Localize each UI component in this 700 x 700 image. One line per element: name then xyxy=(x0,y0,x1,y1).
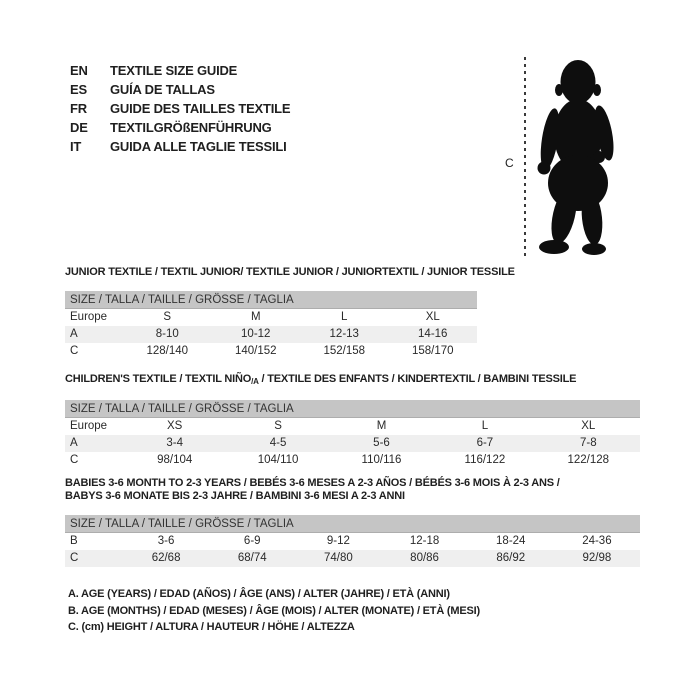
height-measure-label: C xyxy=(505,156,514,170)
children-table-title xyxy=(65,373,640,388)
language-label: GUIDE DES TAILLES TEXTILE xyxy=(110,101,291,116)
language-row-it xyxy=(70,137,290,156)
table-cell: S xyxy=(274,420,282,432)
title-subscript: /A xyxy=(251,377,259,386)
children-table-header: SIZE / TALLA / TAILLE / GRÖSSE / TAGLIA xyxy=(65,400,640,418)
table-row xyxy=(65,418,640,435)
table-cell: XL xyxy=(425,311,440,323)
row-label: A xyxy=(70,437,78,449)
table-cell: 98/104 xyxy=(157,454,193,466)
title-text: CHILDREN'S TEXTILE / TEXTIL NIÑO xyxy=(65,373,252,385)
table-row xyxy=(65,435,640,452)
language-code: EN xyxy=(70,63,88,78)
table-cell: 158/170 xyxy=(411,345,454,357)
table-cell: 86/92 xyxy=(496,552,526,564)
row-label: Europe xyxy=(70,420,108,432)
table-cell: 110/116 xyxy=(361,454,402,466)
table-cell: 68/74 xyxy=(237,552,267,564)
junior-table-header: SIZE / TALLA / TAILLE / GRÖSSE / TAGLIA xyxy=(65,291,477,309)
row-label: C xyxy=(70,345,79,357)
baby-silhouette xyxy=(533,57,621,257)
babies-table-title-line1: BABIES 3-6 MONTH TO 2-3 YEARS / BEBÉS 3-6 MESES A 2-3 AÑOS / BÉBÉS 3-6 MOIS À 2-3 ANS / xyxy=(65,477,560,489)
table-cell: 5-6 xyxy=(373,437,390,449)
babies-table-grid xyxy=(65,533,640,567)
table-cell: L xyxy=(341,311,348,323)
babies-table-title-line2: BABYS 3-6 MONATE BIS 2-3 JAHRE / BAMBINI 3-6 MESI A 2-3 ANNI xyxy=(65,490,405,502)
table-cell: S xyxy=(163,311,172,323)
row-label: Europe xyxy=(70,311,108,323)
table-cell: 18-24 xyxy=(496,535,526,547)
table-cell: 152/158 xyxy=(323,345,366,357)
junior-table-grid xyxy=(65,309,477,360)
row-label: C xyxy=(70,454,79,466)
table-row xyxy=(65,343,477,360)
children-table-grid xyxy=(65,418,640,469)
footnotes xyxy=(68,586,480,636)
table-cell: 7-8 xyxy=(579,437,597,449)
junior-table-section xyxy=(65,266,515,360)
language-row-de xyxy=(70,118,290,137)
table-cell: 4-5 xyxy=(269,437,287,449)
table-cell: XL xyxy=(581,420,596,432)
language-label: TEXTILGRÖßENFÜHRUNG xyxy=(110,120,272,135)
row-label: C xyxy=(70,552,79,564)
babies-table-header: SIZE / TALLA / TAILLE / GRÖSSE / TAGLIA xyxy=(65,515,640,533)
table-row xyxy=(65,550,640,567)
table-row xyxy=(65,452,640,469)
table-cell: 24-36 xyxy=(582,535,612,547)
table-cell: 62/68 xyxy=(151,552,181,564)
babies-table-section xyxy=(65,477,640,567)
language-label: GUIDA ALLE TAGLIE TESSILI xyxy=(110,139,287,154)
table-cell: 3-6 xyxy=(157,535,175,547)
language-label: GUÍA DE TALLAS xyxy=(110,82,215,97)
table-cell: M xyxy=(376,420,387,432)
language-label: TEXTILE SIZE GUIDE xyxy=(110,63,238,78)
table-cell: 6-9 xyxy=(243,535,261,547)
footnote-c: C. (cm) HEIGHT / ALTURA / HAUTEUR / HÖHE / ALTEZZA xyxy=(68,621,355,633)
table-cell: 14-16 xyxy=(418,328,448,340)
table-cell: 116/122 xyxy=(464,454,506,466)
table-cell: 10-12 xyxy=(241,328,271,340)
junior-table-title: JUNIOR TEXTILE / TEXTIL JUNIOR/ TEXTILE JUNIOR / JUNIORTEXTIL / JUNIOR TESSILE xyxy=(65,266,515,278)
table-cell: 12-18 xyxy=(409,535,440,547)
table-cell: 92/98 xyxy=(582,552,612,564)
footnote-b: B. AGE (MONTHS) / EDAD (MESES) / ÂGE (MOIS) / ALTER (MONATE) / ETÀ (MESI) xyxy=(68,604,480,617)
table-cell: 12-13 xyxy=(329,328,359,340)
table-cell: M xyxy=(250,311,261,323)
language-row-es xyxy=(70,80,290,99)
table-cell: 8-10 xyxy=(155,328,179,340)
height-measure-dashed-line xyxy=(524,57,526,260)
language-code: DE xyxy=(70,120,88,135)
table-cell: L xyxy=(481,420,489,432)
footnote-a: A. AGE (YEARS) / EDAD (AÑOS) / ÂGE (ANS) / ALTER (JAHRE) / ETÀ (ANNI) xyxy=(68,588,450,600)
language-list xyxy=(70,61,290,156)
table-cell: 9-12 xyxy=(326,535,350,547)
table-cell: 6-7 xyxy=(476,437,494,449)
table-row xyxy=(65,309,477,326)
table-cell: 128/140 xyxy=(146,345,189,357)
language-code: ES xyxy=(70,82,87,97)
children-table-section xyxy=(65,373,640,469)
table-cell: 122/128 xyxy=(567,454,610,466)
table-row xyxy=(65,533,640,550)
table-cell: 3-4 xyxy=(166,437,183,449)
table-cell: 104/110 xyxy=(257,454,299,466)
row-label: A xyxy=(70,328,78,340)
language-code: FR xyxy=(70,101,87,116)
table-row xyxy=(65,326,477,343)
table-cell: XS xyxy=(167,420,183,432)
language-row-fr xyxy=(70,99,290,118)
language-code: IT xyxy=(70,139,82,154)
language-row-en xyxy=(70,61,290,80)
title-text: / TEXTILE DES ENFANTS / KINDERTEXTIL / BAMBINI TESSILE xyxy=(258,373,577,385)
table-cell: 140/152 xyxy=(234,345,277,357)
row-label: B xyxy=(70,535,78,547)
table-cell: 80/86 xyxy=(410,552,439,564)
table-cell: 74/80 xyxy=(324,552,353,564)
